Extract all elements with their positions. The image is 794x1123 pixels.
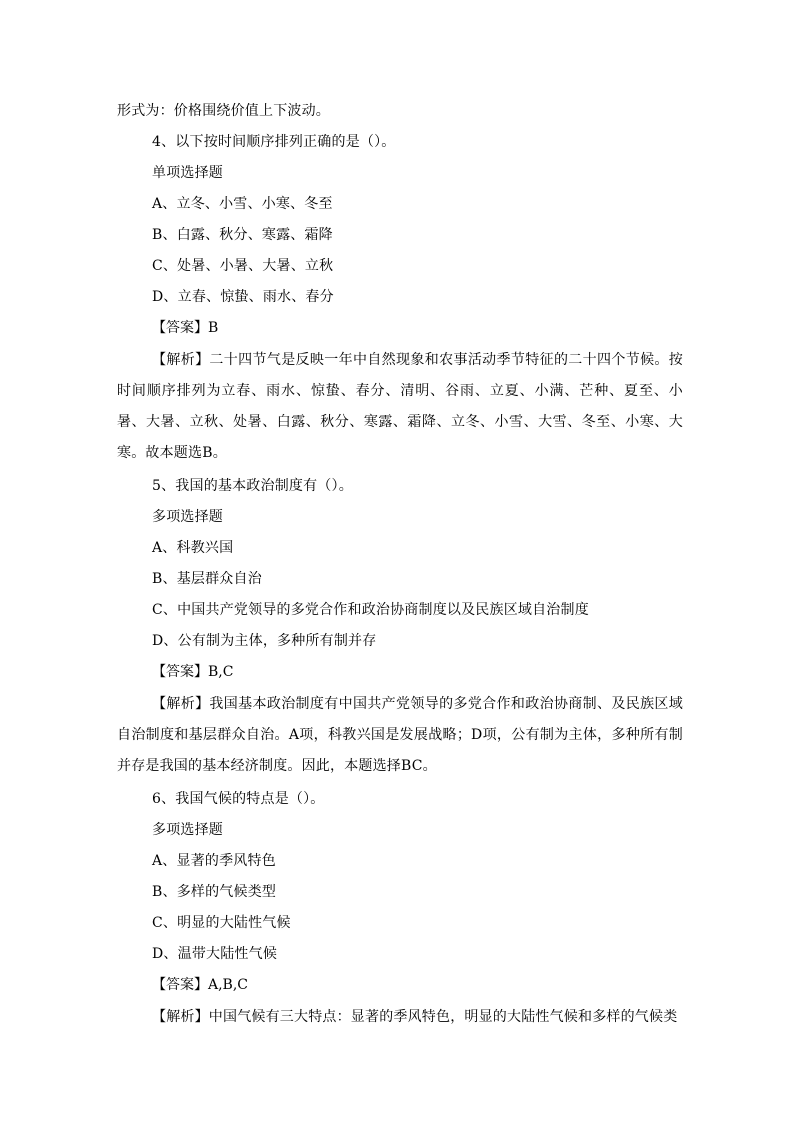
- q4-option-c: C、处暑、小暑、大暑、立秋: [152, 258, 334, 274]
- q6-option-d: D、温带大陆性气候: [152, 946, 278, 962]
- q5-question: 5、我国的基本政治制度有（）。: [152, 478, 353, 494]
- q4-option-b: B、白露、秋分、寒露、霜降: [152, 227, 333, 243]
- q5-option-b: B、基层群众自治: [152, 571, 262, 587]
- q5-type: 多项选择题: [152, 509, 223, 525]
- q4-answer: 【答案】B: [152, 320, 219, 336]
- q6-answer: 【答案】A,B,C: [152, 977, 249, 993]
- q4-type: 单项选择题: [152, 165, 223, 181]
- q6-option-b: B、多样的气候类型: [152, 884, 277, 900]
- q6-question: 6、我国气候的特点是（）。: [152, 791, 325, 807]
- q5-option-d: D、公有制为主体，多种所有制并存: [152, 633, 377, 649]
- q4-question: 4、以下按时间顺序排列正确的是（）。: [152, 134, 396, 150]
- q5-analysis: 【解析】我国基本政治制度有中国共产党领导的多党合作和政治协商制、及民族区域自治制度和基层群众自治。A项，科教兴国是发展战略；D项，公有制为主体，多种所有制并存是我国的基本经济制度。因此，本题选择BC。: [117, 696, 683, 774]
- q6-analysis: 【解析】中国气候有三大特点：显著的季风特色，明显的大陆性气候和多样的气候类: [152, 1009, 678, 1025]
- q6-type: 多项选择题: [152, 822, 223, 838]
- q4-option-a: A、立冬、小雪、小寒、冬至: [152, 196, 333, 212]
- q5-option-a: A、科教兴国: [152, 540, 234, 556]
- q4-option-d: D、立春、惊蛰、雨水、春分: [152, 289, 334, 305]
- q4-analysis: 【解析】二十四节气是反映一年中自然现象和农事活动季节特征的二十四个节候。按时间顺序排列为立春、雨水、惊蛰、春分、清明、谷雨、立夏、小满、芒种、夏至、小暑、大暑、立秋、处暑、白露、秋分、寒露、霜降、立冬、小雪、大雪、冬至、小寒、大寒。故本题选B。: [117, 352, 683, 461]
- q5-option-c: C、中国共产党领导的多党合作和政治协商制度以及民族区域自治制度: [152, 602, 589, 618]
- q6-option-c: C、明显的大陆性气候: [152, 915, 291, 931]
- intro-line: 形式为：价格围绕价值上下波动。: [117, 103, 330, 119]
- q5-answer: 【答案】B,C: [152, 664, 234, 680]
- q6-option-a: A、显著的季风特色: [152, 853, 276, 869]
